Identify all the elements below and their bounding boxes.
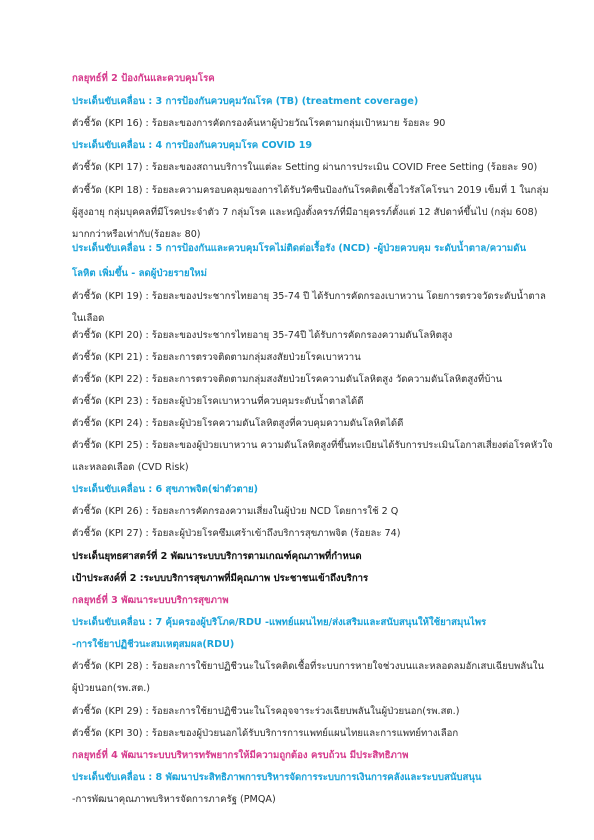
document-line-1: กลยุทธ์ที่ 2 ป้องกันและควบคุมโรค [72,73,215,84]
document-line-11: ตัวชี้วัด (KPI 19) : ร้อยละของประชากรไทยอายุ 35-74 ปี ได้รับการคัดกรองเบาหวาน โดยการตรวจวัดระดับน้ำตาล [72,291,546,302]
document-line-12: ในเลือด [72,313,105,324]
document-line-4: ประเด็นขับเคลื่อน : 4 การป้องกันควบคุมโรค COVID 19 [72,140,313,151]
document-line-34: -การพัฒนาคุณภาพบริหารจัดการภาครัฐ (PMQA) [72,794,276,805]
document-line-25: กลยุทธ์ที่ 3 พัฒนาระบบบริการสุขภาพ [72,595,229,606]
document-line-9: ประเด็นขับเคลื่อน : 5 การป้องกันและควบคุมโรคไม่ติดต่อเรื้อรัง (NCD) -ผู้ป่วยควบคุม ระดับน้ำตาล/ความดัน [72,243,527,254]
document-line-6: ตัวชี้วัด (KPI 18) : ร้อยละความครอบคลุมของการได้รับวัคซีนป้องกันโรคติดเชื้อไวรัสโคโรนา 2019 เข็มที่ 1 ในกลุ่ม [72,185,549,196]
document-line-16: ตัวชี้วัด (KPI 23) : ร้อยละผู้ป่วยโรคเบาหวานที่ควบคุมระดับน้ำตาลได้ดี [72,396,364,407]
document-line-14: ตัวชี้วัด (KPI 21) : ร้อยละการตรวจติดตามกลุ่มสงสัยป่วยโรคเบาหวาน [72,352,361,363]
document-line-3: ตัวชี้วัด (KPI 16) : ร้อยละของการคัดกรองค้นหาผู้ป่วยวัณโรคตามกลุ่มเป้าหมาย ร้อยละ 90 [72,118,446,129]
document-line-26: ประเด็นขับเคลื่อน : 7 คุ้มครองผู้บริโภค/RDU -แพทย์แผนไทย/ส่งเสริมและสนับสนุนให้ใช้ยาสมุนไพร [72,617,487,628]
document-line-17: ตัวชี้วัด (KPI 24) : ร้อยละผู้ป่วยโรคความดันโลหิตสูงที่ควบคุมความดันโลหิตได้ดี [72,418,404,429]
document-line-29: ผู้ป่วยนอก(รพ.สต.) [72,683,150,694]
document-line-2: ประเด็นขับเคลื่อน : 3 การป้องกันควบคุมวัณโรค (TB) (treatment coverage) [72,96,419,107]
document-line-13: ตัวชี้วัด (KPI 20) : ร้อยละของประชากรไทยอายุ 35-74ปี ได้รับการคัดกรองความดันโลหิตสูง [72,330,453,341]
document-line-23: ประเด็นยุทธศาสตร์ที่ 2 พัฒนาระบบบริการตามเกณฑ์คุณภาพที่กำหนด [72,551,362,562]
document-line-7: ผู้สูงอายุ กลุ่มบุคคลที่มีโรคประจำตัว 7 กลุ่มโรค และหญิงตั้งครรภ์ที่มีอายุครรภ์ตั้งแต่ 12 สัปดาห์ขึ้นไป (กลุ่ม 608) [72,207,538,218]
document-line-18: ตัวชี้วัด (KPI 25) : ร้อยละของผู้ป่วยเบาหวาน ความดันโลหิตสูงที่ขึ้นทะเบียนได้รับการประเมินโอกาสเสี่ยงต่อโรคหัวใจ [72,440,553,451]
document-line-15: ตัวชี้วัด (KPI 22) : ร้อยละการตรวจติดตามกลุ่มสงสัยป่วยโรคความดันโลหิตสูง วัดความดันโลหิตสูงที่บ้าน [72,374,503,385]
document-line-10: โลหิต เพิ่มขึ้น - ลดผู้ป่วยรายใหม่ [72,268,207,279]
document-line-24: เป้าประสงค์ที่ 2 :ระบบบริการสุขภาพที่มีคุณภาพ ประชาชนเข้าถึงบริการ [72,573,369,584]
document-line-30: ตัวชี้วัด (KPI 29) : ร้อยละการใช้ยาปฏิชีวนะในโรคอุจจาระร่วงเฉียบพลันในผู้ป่วยนอก(รพ.สต.) [72,706,460,717]
document-line-21: ตัวชี้วัด (KPI 26) : ร้อยละการคัดกรองความเสี่ยงในผู้ป่วย NCD โดยการใช้ 2 Q [72,506,399,517]
document-line-8: มากกว่าหรือเท่ากับ(ร้อยละ 80) [72,229,201,240]
document-line-31: ตัวชี้วัด (KPI 30) : ร้อยละของผู้ป่วยนอกได้รับบริการการแพทย์แผนไทยและการแพทย์ทางเลือก [72,728,459,739]
document-line-5: ตัวชี้วัด (KPI 17) : ร้อยละของสถานบริการในแต่ละ Setting ผ่านการประเมิน COVID Free Setting (ร้อยละ 90) [72,162,538,173]
document-line-19: และหลอดเลือด (CVD Risk) [72,462,189,473]
document-line-33: ประเด็นขับเคลื่อน : 8 พัฒนาประสิทธิภาพการบริหารจัดการระบบการเงินการคลังและระบบสนับสนุน [72,772,482,783]
document-line-20: ประเด็นขับเคลื่อน : 6 สุขภาพจิต(ฆ่าตัวตาย) [72,484,258,495]
document-line-22: ตัวชี้วัด (KPI 27) : ร้อยละผู้ป่วยโรคซึมเศร้าเข้าถึงบริการสุขภาพจิต (ร้อยละ 74) [72,528,401,539]
document-line-28: ตัวชี้วัด (KPI 28) : ร้อยละการใช้ยาปฏิชีวนะในโรคติดเชื้อที่ระบบการหายใจช่วงบนและหลอดลมอักเสบเฉียบพลันใน [72,661,544,672]
document-line-32: กลยุทธ์ที่ 4 พัฒนาระบบบริหารทรัพยากรให้มีความถูกต้อง ครบถ้วน มีประสิทธิภาพ [72,750,409,761]
document-line-27: -การใช้ยาปฏิชีวนะสมเหตุสมผล(RDU) [72,639,235,650]
